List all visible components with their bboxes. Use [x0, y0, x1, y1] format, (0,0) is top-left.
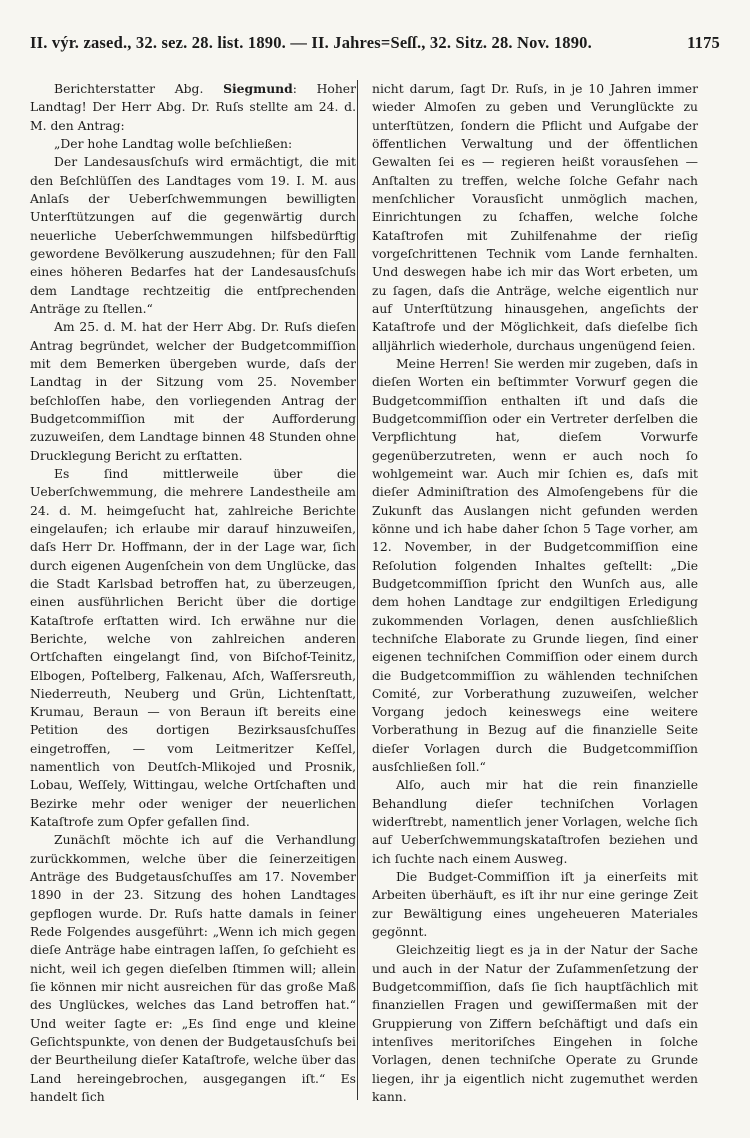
paragraph: Zunächſt möchte ich auf die Verhandlung zurückkommen, welche über die ſeinerzeitigen Anträge des Budgetausſchuſſes am 17. November 1890 in der 23. Sitzung des hohen Landtages gepflogen wurde. Dr. Ruſs hatte damals in ſeiner Rede Folgendes ausgeführt: „Wenn ich mich gegen dieſe Anträge habe eintragen laſſen, ſo geſchieht es nicht, weil ich gegen dieſelben ſtimmen will; allein ſie können mir nicht ausreichen für das große Maß des Unglückes, welches das Land betroffen hat.“ Und weiter ſagte er: „Es ſind enge und kleine Geſichtspunkte, von denen der Budgetausſchuſs bei der Beurtheilung dieſer Kataſtrofe, welche über das Land hereingebrochen, ausgegangen iſt.“ Es handelt ſich [30, 833, 356, 1105]
speaker-name: Siegmund [223, 81, 293, 96]
paragraph: Es ſind mittlerweile über die Ueberſchwemmung, die mehrere Landestheile am 24. d. M. heimgeſucht hat, zahlreiche Berichte eingelaufen; ich erlaube mir darauf hinzuweiſen, daſs Herr Dr. Hoffmann, der in der Lage war, ſich durch eigenen Augenſchein von dem Unglücke, das die Stadt Karlsbad betroffen hat, zu überzeugen, einen ausführlichen Bericht über die dortige Kataſtrofe erſtatten wird. Ich erwähne nur die Berichte, welche von zahlreichen anderen Ortſchaften eingelangt ſind, von Biſchof-Teinitz, Elbogen, Poſtelberg, Falkenau, Aſch, Waſſersreuth, Niederreuth, Neuberg und Grün, Lichtenſtatt, Krumau, Beraun — von Beraun iſt bereits eine Petition des dortigen Bezirksausſchuſſes eingetroffen, — vom Leitmeritzer Keſſel, namentlich von Deutſch-Mlikojed und Prosnik, Lobau, Weſſely, Wittingau, welche Ortſchaften und Bezirke mehr oder weniger der neuerlichen Kataſtrofe zum Opfer gefallen ſind. [30, 466, 356, 830]
paragraph: Alſo, auch mir hat die rein finanzielle Behandlung dieſer techniſchen Vorlagen widerſtrebt, namentlich jener Vorlagen, welche ſich auf Ueberſchwemmungskataſtrofen beziehen und ich ſuchte nach einem Ausweg. [372, 778, 698, 866]
paragraph: Gleichzeitig liegt es ja in der Natur der Sache und auch in der Natur der Zuſammenſetzung der Budgetcommiſſion, daſs ſie ſich hauptſächlich mit finanziellen Fragen und gewiſſermaßen mit der Gruppierung von Ziffern beſchäftigt und daſs ein intenſives meritoriſches Eingehen in ſolche Vorlagen, denen techniſche Operate zu Grunde liegen, ihr ja eigentlich nicht zugemuthet werden kann. [372, 943, 698, 1105]
left-column [30, 80, 356, 1106]
paragraph: „Der hohe Landtag wolle beſchließen: [54, 136, 293, 151]
paragraph: nicht darum, ſagt Dr. Ruſs, in je 10 Jahren immer wieder Almoſen zu geben und Verunglückte zu unterſtützen, ſondern die Pflicht und Aufgabe der öffentlichen Verwaltung und der öffentlichen Gewalten ſei es — regieren heißt vorausſehen — Anſtalten zu treffen, welche ſolche Gefahr nach menſchlicher Vorausſicht unmöglich machen, Einrichtungen zu ſchaffen, welche ſolche Kataſtrofen mit Zuhilfenahme der rieſig vorgeſchrittenen Technik vom Lande fernhalten. Und deswegen habe ich mir das Wort erbeten, um zu ſagen, daſs die Anträge, welche eigentlich nur auf Unterſtützung hinausgehen, angeſichts der Kataſtrofe und der Möglichkeit, daſs dieſelbe ſich alljährlich wiederhole, durchaus ungenügend ſeien. [372, 82, 698, 353]
column-divider [357, 80, 358, 1100]
paragraph-text: : Hoher Landtag! Der Herr Abg. Dr. Ruſs stellte am 24. d. M. den Antrag: [30, 82, 356, 133]
paragraph: Am 25. d. M. hat der Herr Abg. Dr. Ruſs dieſen Antrag begründet, welcher der Budgetcommiſſion mit dem Bemerken übergeben wurde, daſs der Landtag in der Sitzung vom 25. November beſchloſſen habe, den vorliegenden Antrag der Budgetcommiſſion mit der Aufforderung zuzuweiſen, dem Landtage binnen 48 Stunden ohne Drucklegung Bericht zu erſtatten. [30, 320, 356, 463]
paragraph [30, 80, 356, 135]
page-number: 1175 [687, 33, 720, 52]
paragraph: Meine Herren! Sie werden mir zugeben, daſs in dieſen Worten ein beſtimmter Vorwurf gegen die Budgetcommiſſion enthalten iſt und daſs die Budgetcommiſſion oder ein Vertreter derſelben die Verpflichtung hat, dieſem Vorwurfe gegenüberzutreten, wenn er auch noch ſo wohlgemeint war. Auch mir ſchien es, daſs mit dieſer Adminiſtration des Almoſengebens für die Zukunft das Auslangen nicht gefunden werden könne und ich habe daher ſchon 5 Tage vorher, am 12. November, in der Budgetcommiſſion eine Reſolution folgenden Inhaltes geſtellt: „Die Budgetcommiſſion ſpricht den Wunſch aus, alle dem hohen Landtage zur endgiltigen Erledigung zukommenden Vorlagen, denen ausſchließlich techniſche Elaborate zu Grunde liegen, ſind einer eigenen techniſchen Commiſſion oder einem durch die Budgetcommiſſion zu wählenden techniſchen Comité, zur Vorberathung zuzuweiſen, welcher Vorgang jedoch keineswegs eine weitere Vorberathung in Bezug auf die finanzielle Seite dieſer Vorlagen durch die Budgetcommiſſion ausſchließen ſoll.“ [372, 356, 698, 775]
speaker-intro: Berichterstatter Abg. [54, 82, 224, 96]
paragraph: Der Landesausſchuſs wird ermächtigt, die mit den Beſchlüſſen des Landtages vom 19. I. M. aus Anlaſs der Ueberſchwemmungen bewilligten Unterſtützungen auf die gegenwärtig durch neuerliche Ueberſchwemmungen hilfsbedürftig gewordene Bevölkerung auszudehnen; für den Fall eines höheren Bedarfes hat der Landesausſchuſs dem Landtage rechtzeitig die entſprechenden Anträge zu ſtellen.“ [30, 155, 356, 316]
paragraph: Die Budget-Commiſſion iſt ja einerſeits mit Arbeiten überhäuft, es iſt ihr nur eine geringe Zeit zur Bewältigung eines ungeheueren Materiales gegönnt. [372, 870, 698, 940]
running-title: II. výr. zased., 32. sez. 28. list. 1890. — II. Jahres=Seſſ., 32. Sitz. 28. Nov. 1890. [30, 33, 592, 52]
running-header [30, 33, 720, 53]
right-column [372, 80, 698, 1106]
